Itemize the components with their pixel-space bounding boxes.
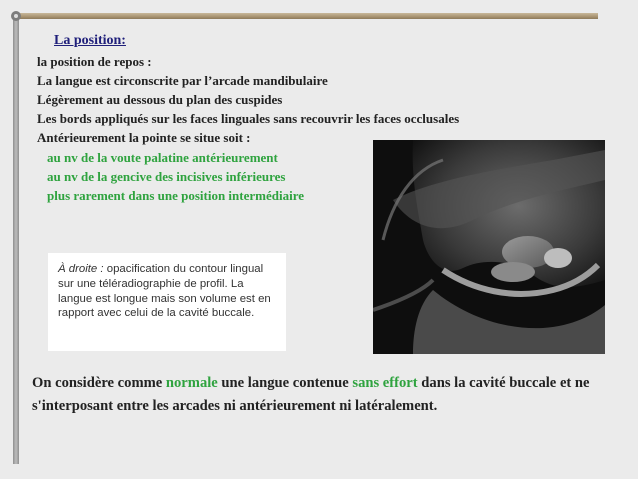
conclusion-part2: une langue contenue: [217, 375, 353, 391]
option-intermediate: plus rarement dans une position intermédiaire: [47, 188, 305, 203]
text-line-circumscribed: La langue est circonscrite par l’arcade mandibulaire: [37, 73, 328, 88]
text-line-anterior-tip: Antérieurement la pointe se situe soit :: [37, 130, 251, 145]
xray-illustration: [373, 140, 605, 354]
caption-prefix: À droite :: [58, 263, 104, 275]
xray-profile-image: [373, 140, 605, 354]
caption-box: [48, 253, 286, 351]
highlight-sans-effort: sans effort: [352, 375, 418, 391]
text-line-edges: Les bords appliqués sur les faces linguales sans recouvrir les faces occlusales: [37, 111, 460, 126]
option-lower-incisor-gum: au nv de la gencive des incisives inférieures: [47, 169, 286, 184]
left-decorative-bar: [13, 16, 19, 464]
option-palatal-vault: au nv de la voute palatine antérieurement: [47, 150, 278, 165]
conclusion-part3: dans la cavité buccale et ne s'interposant entre les arcades ni antérieurement ni latéralement.: [32, 375, 590, 414]
text-line-rest-position: la position de repos :: [37, 54, 152, 69]
top-decorative-bar: [20, 13, 598, 19]
highlight-normale: normale: [165, 375, 218, 391]
caption-body: opacification du contour lingual sur une téléradiographie de profil. La langue est longue mais son volume est en rapport avec celui de la cavité buccale.: [58, 263, 271, 320]
conclusion-part1: On considère comme: [32, 375, 166, 391]
corner-ornament-icon: [9, 9, 23, 23]
caption-text: [58, 262, 276, 321]
slide-title: La position:: [54, 33, 126, 48]
conclusion-paragraph: [32, 372, 592, 418]
text-line-below-cusps: Légèrement au dessous du plan des cuspides: [37, 92, 283, 107]
